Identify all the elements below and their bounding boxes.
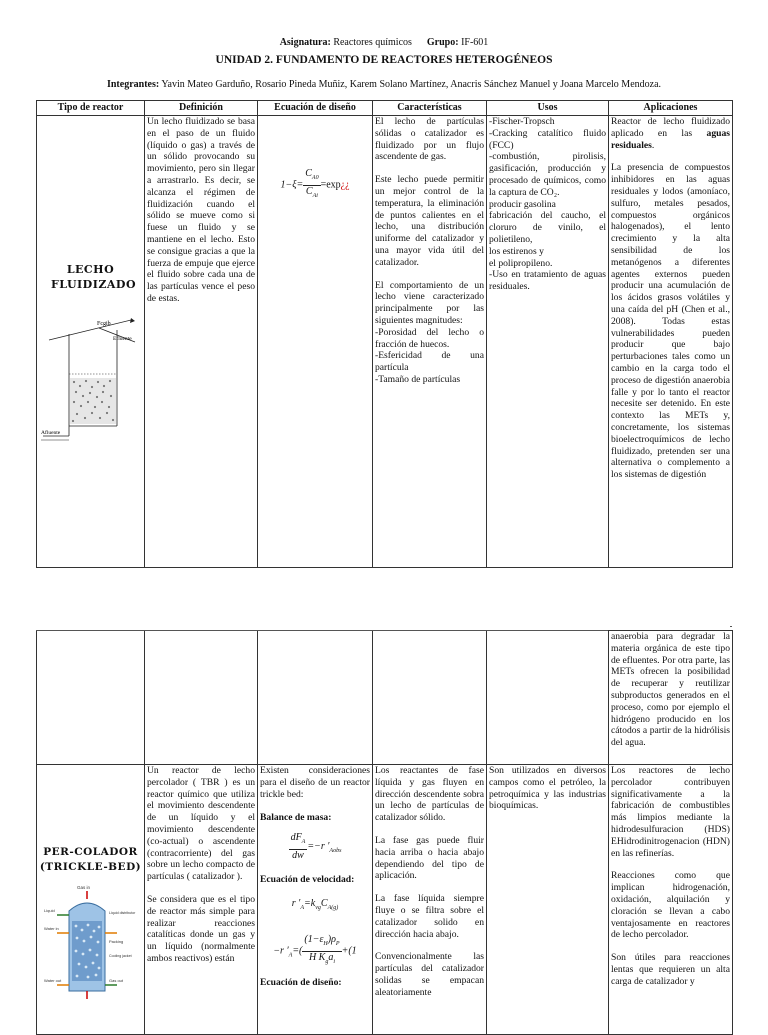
characteristic-paragraph: La fase gas puede fluir hacia arriba o hacia abajo dependiendo del tipo de aplicación.	[375, 834, 484, 882]
gas-in-label: Gas in	[77, 885, 91, 890]
definition-cell	[145, 765, 258, 1035]
rate-equation-label: Ecuación de velocidad:	[260, 873, 355, 885]
reactor-table-page2	[36, 630, 733, 1035]
mass-balance-label: Balance de masa:	[260, 812, 332, 824]
members-value: Yavin Mateo Garduño, Rosario Pineda Muñiz, Karem Solano Martínez, Anacris Sánchez Manuel y Joana Marcelo Mendoza.	[161, 79, 662, 90]
trickle-bed-figure	[43, 881, 143, 1001]
group-label: Grupo:	[426, 37, 459, 48]
characteristic-paragraph: El lecho de partículas sólidas o catalizador es fluidizado por un flujo ascendente de gas.	[375, 116, 484, 163]
application-paragraph: Son útiles para reacciones lentas que requieren un alta carga de catalizador y	[611, 952, 730, 987]
mass-balance-equation: $\frac{dF_A}{dw}$ =−r $'_{Aobs}$	[290, 832, 342, 861]
application-paragraph: Reacciones como que implican hidrogenación, oxidación, alquilación y cloración se llevan a cabo ventajosamente en reactores de lecho percolador.	[611, 870, 730, 941]
group-value: IF-601	[461, 37, 489, 48]
characteristics-cell	[373, 116, 487, 568]
reactor-table-page1	[36, 100, 733, 568]
subject-label: Asignatura:	[279, 37, 331, 48]
table-row	[37, 116, 733, 568]
table-row	[37, 631, 733, 765]
applications-cell	[609, 765, 733, 1035]
fluidized-bed-figure	[39, 308, 139, 454]
cooling-jacket-label: Cooling jacket	[109, 954, 132, 958]
fluidized-bed-equation: 1−ξ= $\frac{C_{A0}}{C_{Ai}}$ =exp¿¿	[280, 168, 350, 199]
table-header-row	[37, 101, 733, 116]
application-paragraph: Los reactores de lecho percolador contribuyen significativamente a la fabricación de combustibles más limpios mediante la hidrodesulfuracion (HDS) EHidrodinitrogenacion (HDN) en las refinerías.	[611, 765, 730, 859]
col-header-uses: Usos	[487, 101, 609, 116]
effluent-label: Efluente	[113, 336, 132, 342]
reactor-type-name: LECHO FLUIDIZADO	[51, 263, 137, 291]
reactor-type-name: PER-COLADOR (TRICKLE-BED)	[39, 846, 142, 873]
rate-equation: r $'_A=k_{vg}C_{A(g)}$	[291, 897, 339, 911]
unit-title: UNIDAD 2. FUNDAMENTO DE REACTORES HETEROGÉNEOS	[215, 54, 553, 66]
packing-label: Packing	[109, 939, 124, 944]
water-out-label: Water out	[44, 978, 62, 983]
equation-intro: Existen consideraciones para el diseño de un reactor trickle bed:	[260, 765, 370, 800]
page-break-tick	[730, 626, 732, 627]
definition-cell	[145, 116, 258, 568]
reactor-type-cell	[37, 116, 145, 568]
characteristic-paragraph: Convencionalmente las partículas del catalizador solidas se empacan aleatoriamente	[375, 951, 484, 998]
applications-continued-text: anaerobia para degradar la materia orgánica de este tipo de efluentes. Por otra parte, las METs ofrecen la posibilidad de recuperar y reutilizar subproductos generados en el proceso, como por ejemplo el hidrógeno producido en los cátodos a partir de la hidrólisis del agua.	[611, 631, 730, 749]
water-in-label: Water in	[44, 926, 59, 931]
applications-body: La presencia de compuestos inhibidores en las aguas residuales y lodos (amoníaco, sulfuro, metales pesados, compuestos orgánicos halogenados), el lento crecimiento y la alta sensibilidad de los metanógenos a diferentes agentes externos pueden producir una acumulación de los ácidos grasos volátiles y una caída del pH (Chen et al., 2008). Todas estas vulnerabilidades pueden producir que bajo perturbaciones tales como un cambio en la carga todo el proceso de digestión anaerobia falle y por lo tanto el reactor necesite ser detenido. En este contexto las METs y, concretamente, los sistemas bioelectroquímicos de lecho fluidizado, pretenden ser una alternativa o complemento a los sistemas de digestión	[611, 162, 730, 481]
characteristic-paragraph: La fase líquida siempre fluye o se filtra sobre el catalizador solido en dirección hacia abajo.	[375, 893, 484, 940]
reactor-type-cell	[37, 765, 145, 1035]
uses-cell	[487, 765, 609, 1035]
definition-text: Un lecho fluidizado se basa en el paso de un fluido (líquido o gas) a través de un sólido provocando su movimiento, pero sin llegar a arrastrarlo. Es decir, se alcanza el régimen de fluidización cuando el sólido se mueve como si fuese un fluido y se mantiene en el lecho. Esto se consigue gracias a que la fuerza de empuje que ejerce el fluido sobre cada una de las partículas vence el peso de estas.	[147, 116, 255, 304]
characteristic-paragraph: El comportamiento de un lecho viene caracterizado principalmente por las siguientes magnitudes: -Porosidad del lecho o fracción de huecos. -Esfericidad de una partícula -Tamaño de partículas	[375, 279, 484, 385]
gas-label: Fcgib	[97, 321, 111, 327]
applications-continued-cell	[609, 631, 733, 765]
table-row	[37, 765, 733, 1035]
equation-cell	[258, 116, 373, 568]
col-header-equation: Ecuación de diseño	[258, 101, 373, 116]
col-header-characteristics: Características	[373, 101, 487, 116]
liquid-label: Liquid	[44, 908, 55, 913]
col-header-definition: Definición	[145, 101, 258, 116]
rate-equation-full: −r $'_A=$( $\frac{(1-\varepsilon_H)\rho_P}{H K_ga_i}$ +(1	[273, 934, 357, 966]
applications-cell	[609, 116, 733, 568]
subject-line	[0, 37, 768, 48]
design-equation-label: Ecuación de diseño:	[260, 976, 342, 988]
applications-lead: Reactor de lecho fluidizado aplicado en las aguas residuales.	[611, 116, 730, 151]
characteristics-cell	[373, 765, 487, 1035]
uses-text: -Fischer-Tropsch -Cracking catalítico fluido (FCC) -combustión, pirolisis, gasificación, producción y procesado de químicos, como la captura de CO₂. producir gasolina fabricación del caucho, el cloruro de vinilo, el polietileno, los estirenos y el polipropileno. -Uso en tratamiento de aguas residuales.	[489, 116, 606, 293]
members-label: Integrantes:	[106, 79, 160, 90]
liquid-distributor-label: Liquid distributor	[109, 911, 136, 915]
members-line	[0, 79, 768, 90]
gas-out-label: Gas out	[109, 978, 124, 983]
definition-paragraph: Un reactor de lecho percolador ( TBR ) es un reactor químico que utiliza el movimiento descendente de un líquido y el movimiento descendente (co-actual) o ascendente (contracorriente) del gas sobre un lecho compacto de partículas ( catalizador ).	[147, 765, 255, 883]
uses-cell	[487, 116, 609, 568]
inlet-label: Afluente	[41, 430, 61, 436]
definition-paragraph: Se considera que es el tipo de reactor más simple para realizar reacciones catalíticas donde un gas y un líquido (normalmente ambos reactivos) están	[147, 893, 255, 964]
uses-text: Son utilizados en diversos campos como el petróleo, la petroquímica y las industrias bioquímicas.	[489, 765, 606, 812]
col-header-type: Tipo de reactor	[37, 101, 145, 116]
subject-value: Reactores químicos	[333, 37, 412, 48]
equation-cell	[258, 765, 373, 1035]
characteristic-paragraph: Este lecho puede permitir un mejor control de la temperatura, la eliminación de puntos calientes en el lecho, una distribución uniforme del catalizador y una mayor vida útil del catalizador.	[375, 174, 484, 268]
characteristic-paragraph: Los reactantes de fase líquida y gas fluyen en dirección descendente sobra un lecho de partículas de catalizador sólido.	[375, 765, 484, 824]
col-header-applications: Aplicaciones	[609, 101, 733, 116]
